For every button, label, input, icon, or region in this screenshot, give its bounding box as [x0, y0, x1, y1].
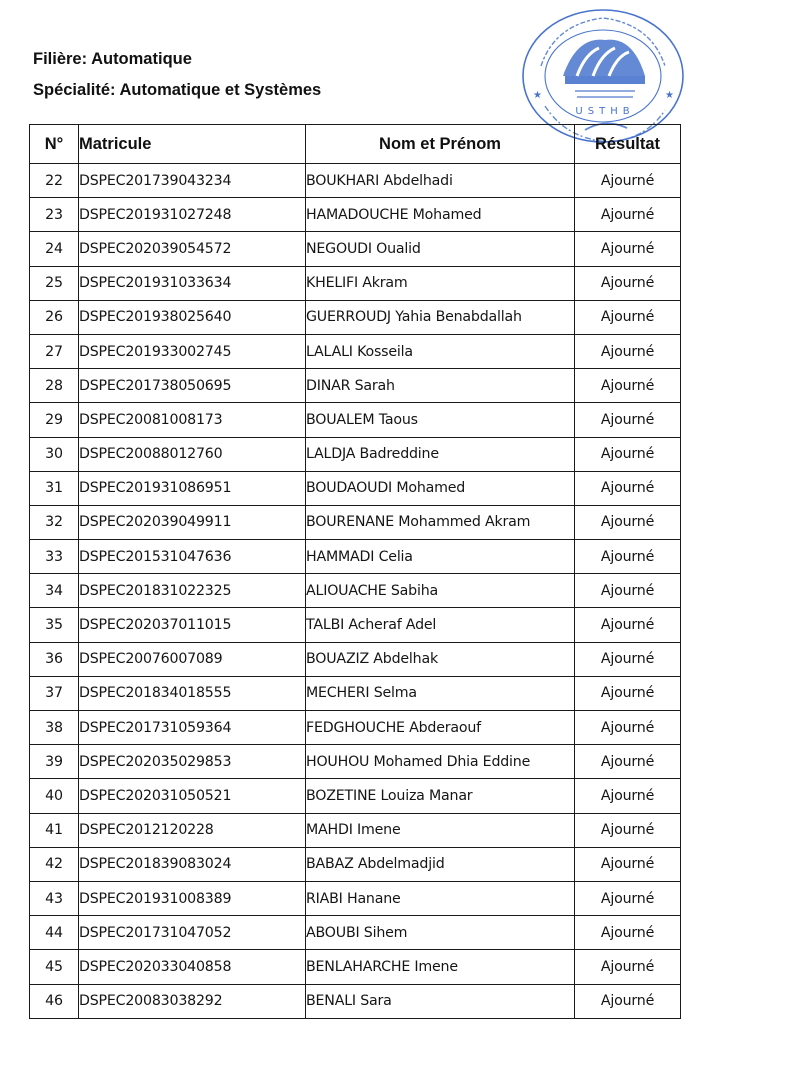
column-header-resultat: Résultat [575, 125, 681, 164]
table-row [30, 779, 681, 813]
cell-matricule: DSPEC201531047636 [79, 540, 306, 574]
table-row [30, 540, 681, 574]
cell-matricule: DSPEC201839083024 [79, 847, 306, 881]
cell-matricule: DSPEC201831022325 [79, 574, 306, 608]
cell-nom: NEGOUDI Oualid [306, 232, 575, 266]
cell-no: 25 [30, 266, 79, 300]
cell-nom: DINAR Sarah [306, 369, 575, 403]
table-row [30, 984, 681, 1018]
cell-nom: HOUHOU Mohamed Dhia Eddine [306, 745, 575, 779]
table-row [30, 916, 681, 950]
cell-resultat: Ajourné [575, 574, 681, 608]
cell-no: 39 [30, 745, 79, 779]
cell-no: 35 [30, 608, 79, 642]
cell-matricule: DSPEC20076007089 [79, 642, 306, 676]
table-row [30, 881, 681, 915]
cell-no: 32 [30, 505, 79, 539]
cell-resultat: Ajourné [575, 950, 681, 984]
cell-matricule: DSPEC201931033634 [79, 266, 306, 300]
svg-text:★: ★ [533, 90, 542, 101]
cell-matricule: DSPEC201739043234 [79, 164, 306, 198]
specialite-heading: Spécialité: Automatique et Systèmes [33, 81, 322, 99]
cell-no: 26 [30, 300, 79, 334]
cell-resultat: Ajourné [575, 916, 681, 950]
cell-no: 38 [30, 711, 79, 745]
cell-matricule: DSPEC202037011015 [79, 608, 306, 642]
cell-no: 46 [30, 984, 79, 1018]
cell-nom: BOURENANE Mohammed Akram [306, 505, 575, 539]
cell-no: 29 [30, 403, 79, 437]
table-row [30, 403, 681, 437]
cell-no: 44 [30, 916, 79, 950]
cell-nom: BENLAHARCHE Imene [306, 950, 575, 984]
cell-matricule: DSPEC20081008173 [79, 403, 306, 437]
cell-matricule: DSPEC202031050521 [79, 779, 306, 813]
cell-nom: BOUKHARI Abdelhadi [306, 164, 575, 198]
table-row [30, 369, 681, 403]
cell-no: 24 [30, 232, 79, 266]
cell-nom: BOUDAOUDI Mohamed [306, 471, 575, 505]
cell-matricule: DSPEC201738050695 [79, 369, 306, 403]
cell-resultat: Ajourné [575, 198, 681, 232]
cell-resultat: Ajourné [575, 608, 681, 642]
cell-resultat: Ajourné [575, 779, 681, 813]
cell-no: 28 [30, 369, 79, 403]
cell-nom: MECHERI Selma [306, 676, 575, 710]
cell-no: 27 [30, 334, 79, 368]
cell-nom: KHELIFI Akram [306, 266, 575, 300]
cell-resultat: Ajourné [575, 232, 681, 266]
cell-resultat: Ajourné [575, 403, 681, 437]
table-row [30, 745, 681, 779]
cell-resultat: Ajourné [575, 847, 681, 881]
table-row [30, 300, 681, 334]
cell-resultat: Ajourné [575, 642, 681, 676]
cell-no: 36 [30, 642, 79, 676]
cell-no: 45 [30, 950, 79, 984]
cell-resultat: Ajourné [575, 471, 681, 505]
column-header-no: N° [30, 125, 79, 164]
cell-matricule: DSPEC202033040858 [79, 950, 306, 984]
filiere-heading: Filière: Automatique [33, 50, 192, 68]
cell-matricule: DSPEC201834018555 [79, 676, 306, 710]
cell-matricule: DSPEC201931027248 [79, 198, 306, 232]
cell-resultat: Ajourné [575, 813, 681, 847]
cell-matricule: DSPEC201931008389 [79, 881, 306, 915]
table-row [30, 711, 681, 745]
cell-no: 37 [30, 676, 79, 710]
cell-resultat: Ajourné [575, 540, 681, 574]
column-header-matricule: Matricule [79, 125, 306, 164]
cell-nom: HAMMADI Celia [306, 540, 575, 574]
cell-nom: ALIOUACHE Sabiha [306, 574, 575, 608]
cell-no: 43 [30, 881, 79, 915]
cell-nom: HAMADOUCHE Mohamed [306, 198, 575, 232]
cell-nom: GUERROUDJ Yahia Benabdallah [306, 300, 575, 334]
cell-nom: FEDGHOUCHE Abderaouf [306, 711, 575, 745]
table-row [30, 164, 681, 198]
cell-matricule: DSPEC201731059364 [79, 711, 306, 745]
cell-resultat: Ajourné [575, 505, 681, 539]
table-row [30, 676, 681, 710]
cell-nom: BOUAZIZ Abdelhak [306, 642, 575, 676]
cell-no: 30 [30, 437, 79, 471]
svg-text:★: ★ [665, 90, 674, 101]
cell-resultat: Ajourné [575, 266, 681, 300]
cell-no: 34 [30, 574, 79, 608]
cell-resultat: Ajourné [575, 676, 681, 710]
cell-resultat: Ajourné [575, 881, 681, 915]
stamp-label: USTHB [575, 106, 635, 117]
table-row [30, 847, 681, 881]
cell-matricule: DSPEC202035029853 [79, 745, 306, 779]
cell-resultat: Ajourné [575, 437, 681, 471]
cell-no: 33 [30, 540, 79, 574]
table-row [30, 266, 681, 300]
table-header-row [30, 125, 681, 164]
cell-matricule: DSPEC2012120228 [79, 813, 306, 847]
cell-nom: ABOUBI Sihem [306, 916, 575, 950]
cell-nom: MAHDI Imene [306, 813, 575, 847]
cell-resultat: Ajourné [575, 711, 681, 745]
table-row [30, 608, 681, 642]
table-row [30, 334, 681, 368]
cell-nom: TALBI Acheraf Adel [306, 608, 575, 642]
cell-resultat: Ajourné [575, 300, 681, 334]
cell-nom: BABAZ Abdelmadjid [306, 847, 575, 881]
cell-matricule: DSPEC20088012760 [79, 437, 306, 471]
cell-resultat: Ajourné [575, 164, 681, 198]
cell-no: 31 [30, 471, 79, 505]
cell-nom: BOUALEM Taous [306, 403, 575, 437]
table-row [30, 198, 681, 232]
table-row [30, 471, 681, 505]
table-row [30, 505, 681, 539]
cell-matricule: DSPEC201731047052 [79, 916, 306, 950]
results-table [29, 124, 681, 1019]
table-row [30, 642, 681, 676]
table-row [30, 950, 681, 984]
cell-resultat: Ajourné [575, 745, 681, 779]
column-header-nom: Nom et Prénom [306, 125, 575, 164]
cell-no: 41 [30, 813, 79, 847]
table-row [30, 574, 681, 608]
cell-matricule: DSPEC202039049911 [79, 505, 306, 539]
cell-no: 22 [30, 164, 79, 198]
cell-matricule: DSPEC202039054572 [79, 232, 306, 266]
cell-matricule: DSPEC201931086951 [79, 471, 306, 505]
table-row [30, 437, 681, 471]
table-row [30, 232, 681, 266]
cell-matricule: DSPEC20083038292 [79, 984, 306, 1018]
cell-no: 23 [30, 198, 79, 232]
cell-resultat: Ajourné [575, 334, 681, 368]
cell-nom: LALDJA Badreddine [306, 437, 575, 471]
table-row [30, 813, 681, 847]
cell-resultat: Ajourné [575, 984, 681, 1018]
cell-nom: LALALI Kosseila [306, 334, 575, 368]
cell-matricule: DSPEC201933002745 [79, 334, 306, 368]
cell-resultat: Ajourné [575, 369, 681, 403]
cell-nom: BENALI Sara [306, 984, 575, 1018]
cell-nom: BOZETINE Louiza Manar [306, 779, 575, 813]
cell-no: 40 [30, 779, 79, 813]
cell-matricule: DSPEC201938025640 [79, 300, 306, 334]
cell-nom: RIABI Hanane [306, 881, 575, 915]
cell-no: 42 [30, 847, 79, 881]
